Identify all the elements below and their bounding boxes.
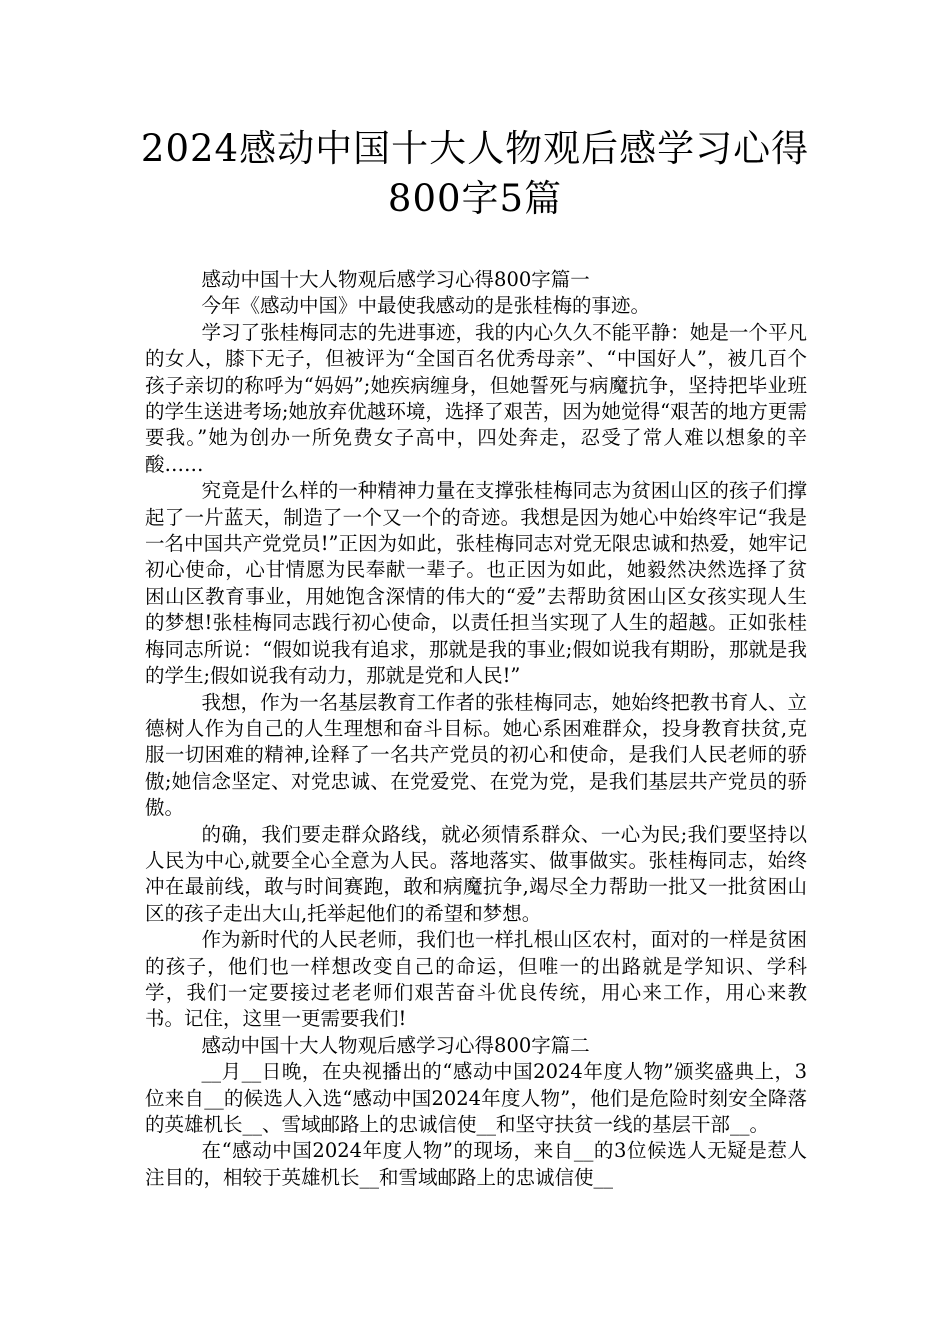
title-line-2: 800字5篇 bbox=[387, 177, 563, 220]
paragraph: 的确，我们要走群众路线，就必须情系群众、一心为民;我们要坚持以人民为中心,就要全心全意为人民。落地落实、做事做实。张桂梅同志，始终冲在最前线，敢与时间赛跑，敢和病魔抗争,竭尽全力帮助一批又一批贫困山区的孩子走出大山,托举起他们的希望和梦想。 bbox=[145, 822, 807, 925]
paragraph: 究竟是什么样的一种精神力量在支撑张桂梅同志为贫困山区的孩子们撑起了一片蓝天，制造了一个又一个的奇迹。我想是因为她心中始终牢记“我是一名中国共产党党员!”正因为如此，张桂梅同志对党无限忠诚和热爱，她牢记初心使命，心甘情愿为民奉献一辈子。也正因为如此，她毅然决然选择了贫困山区教育事业，用她饱含深情的伟大的“爱”去帮助贫困山区女孩实现人生的梦想!张桂梅同志践行初心使命，以责任担当实现了人生的超越。正如张桂梅同志所说：“假如说我有追求，那就是我的事业;假如说我有期盼，那就是我的学生;假如说我有动力，那就是党和人民!” bbox=[145, 479, 807, 688]
document-title bbox=[100, 124, 850, 224]
section-heading-1: 感动中国十大人物观后感学习心得800字篇一 bbox=[201, 268, 590, 291]
title-line-1: 2024感动中国十大人物观后感学习心得 bbox=[140, 127, 810, 170]
paragraph: 学习了张桂梅同志的先进事迹，我的内心久久不能平静：她是一个平凡的女人，膝下无子，但被评为“全国百名优秀母亲”、“中国好人”，被几百个孩子亲切的称呼为“妈妈”;她疾病缠身，但她誓死与病魔抗争，坚持把毕业班的学生送进考场;她放弃优越环境，选择了艰苦，因为她觉得“艰苦的地方更需要我。”她为创办一所免费女子高中，四处奔走，忍受了常人难以想象的辛酸…… bbox=[145, 320, 807, 476]
paragraph: __月__日晚，在央视播出的“感动中国2024年度人物”颁奖盛典上，3位来自__的候选人入选“感动中国2024年度人物”，他们是危险时刻安全降落的英雄机长__、雪域邮路上的忠诚信使__和坚守扶贫一线的基层干部__。 bbox=[145, 1060, 807, 1136]
document-body bbox=[145, 267, 807, 1191]
paragraph: 作为新时代的人民老师，我们也一样扎根山区农村，面对的一样是贫困的孩子，他们也一样想改变自己的命运，但唯一的出路就是学知识、学科学，我们一定要接过老老师们艰苦奋斗优良传统，用心来工作，用心来教书。记住，这里一更需要我们! bbox=[145, 928, 807, 1031]
paragraph: 今年《感动中国》中最使我感动的是张桂梅的事迹。 bbox=[201, 294, 651, 318]
paragraph: 在“感动中国2024年度人物”的现场，来自__的3位候选人无疑是惹人注目的，相较于英雄机长__和雪域邮路上的忠诚信使__ bbox=[145, 1139, 807, 1189]
section-heading-2: 感动中国十大人物观后感学习心得800字篇二 bbox=[201, 1033, 590, 1057]
paragraph: 我想，作为一名基层教育工作者的张桂梅同志，她始终把教书育人、立德树人作为自己的人生理想和奋斗目标。她心系困难群众，投身教育扶贫,克服一切困难的精神,诠释了一名共产党员的初心和使命，是我们人民老师的骄傲;她信念坚定、对党忠诚、在党爱党、在党为党，是我们基层共产党员的骄傲。 bbox=[145, 690, 807, 820]
